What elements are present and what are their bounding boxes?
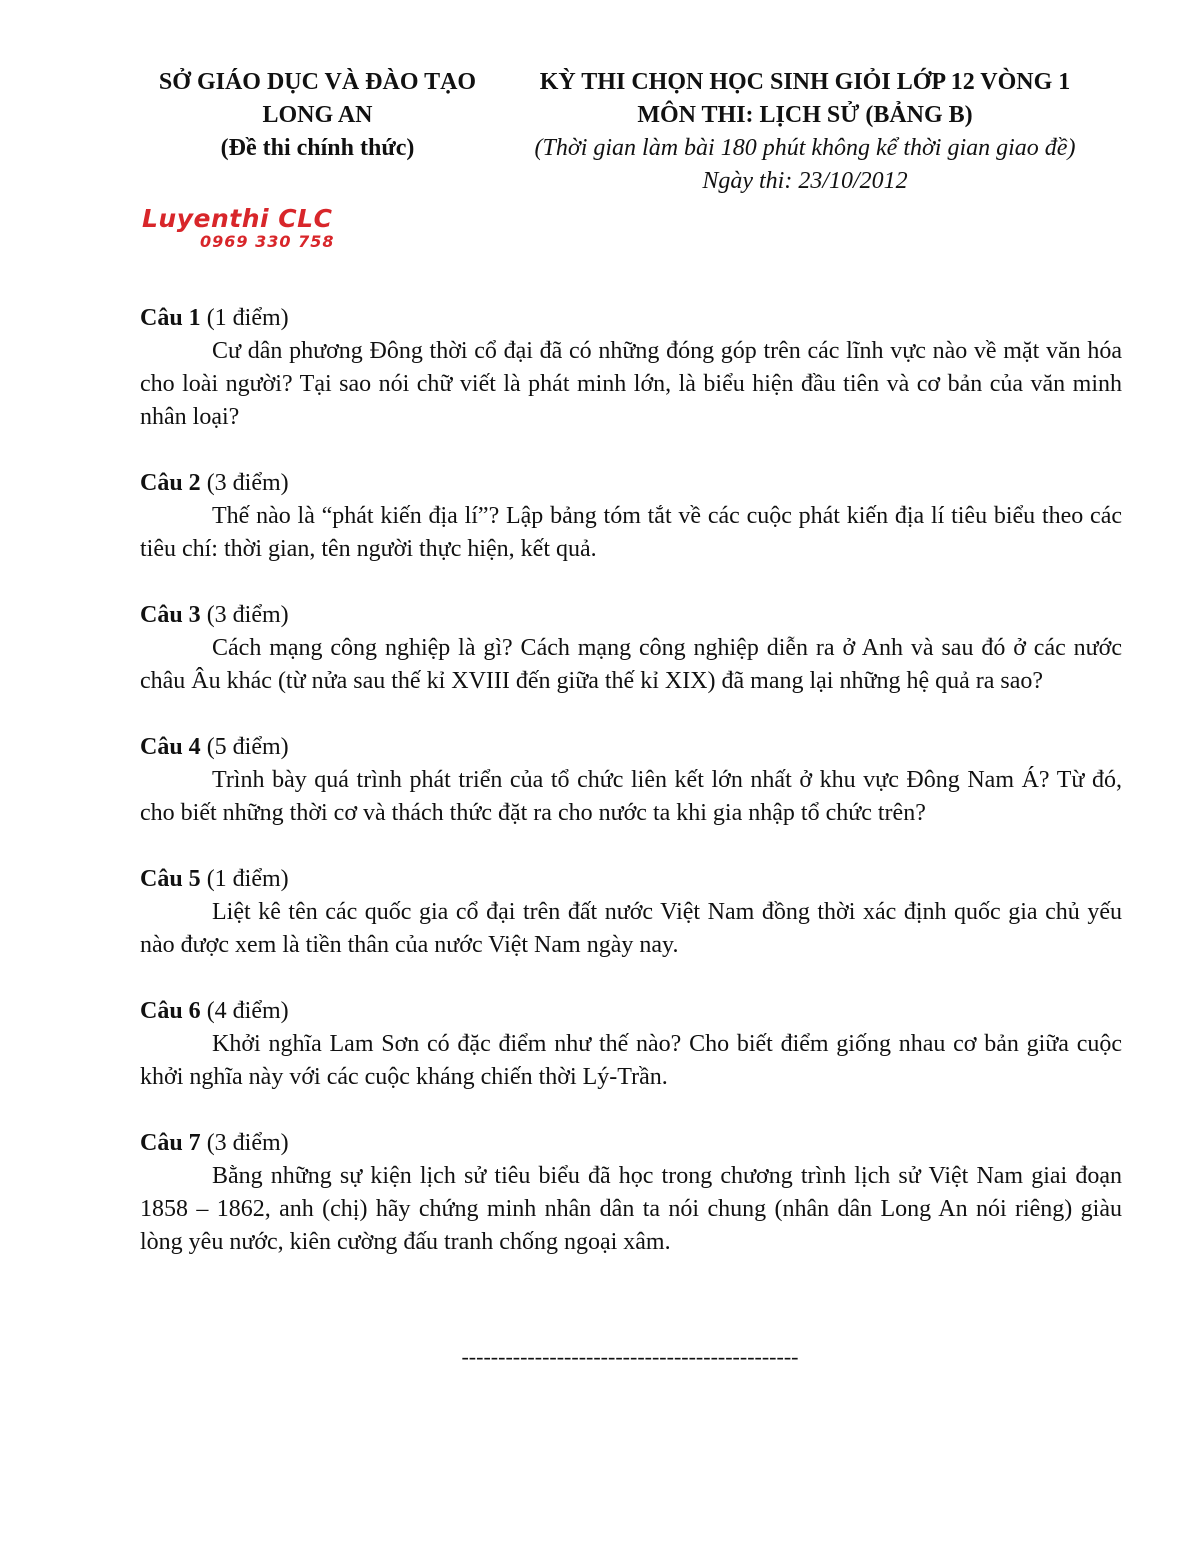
question-label: Câu 1 (140, 305, 201, 331)
question-list (140, 302, 1122, 1292)
watermark-logo (140, 204, 370, 256)
question-5 (140, 863, 1122, 962)
question-points: (3 điểm) (206, 1130, 289, 1156)
question-text: Cư dân phương Đông thời cổ đại đã có những đóng góp trên các lĩnh vực nào về mặt văn hóa cho loài người? Tại sao nói chữ viết là phát minh lớn, là biểu hiện đầu tiên và cơ bản của văn minh nhân loại? (140, 338, 1122, 430)
question-2 (140, 467, 1122, 566)
question-text: Trình bày quá trình phát triển của tổ chức liên kết lớn nhất ở khu vực Đông Nam Á? Từ đó, cho biết những thời cơ và thách thức đặt ra cho nước ta khi gia nhập tổ chức trên? (140, 767, 1122, 826)
question-heading (140, 731, 1122, 764)
question-text: Bằng những sự kiện lịch sử tiêu biểu đã học trong chương trình lịch sử Việt Nam giai đoạn 1858 – 1862, anh (chị) hãy chứng minh nhân dân ta nói chung (nhân dân Long An nói riêng) giàu lòng yêu nước, kiên cường đấu tranh chống ngoại xâm. (140, 1163, 1122, 1255)
question-label: Câu 6 (140, 998, 201, 1024)
question-points: (1 điểm) (206, 866, 289, 892)
question-heading (140, 467, 1122, 500)
question-points: (5 điểm) (206, 734, 289, 760)
question-label: Câu 5 (140, 866, 201, 892)
issuer-province: LONG AN (262, 102, 373, 128)
question-7 (140, 1127, 1122, 1259)
end-divider: ---------------------------------------------- (461, 1344, 799, 1369)
question-heading (140, 995, 1122, 1028)
issuer-block (140, 66, 495, 165)
exam-title: KỲ THI CHỌN HỌC SINH GIỎI LỚP 12 VÒNG 1 (539, 69, 1071, 95)
issuer-department: SỞ GIÁO DỤC VÀ ĐÀO TẠO (158, 69, 477, 95)
question-points: (4 điểm) (206, 998, 289, 1024)
question-text: Khởi nghĩa Lam Sơn có đặc điểm như thế nào? Cho biết điểm giống nhau cơ bản giữa cuộc khởi nghĩa này với các cuộc kháng chiến thời Lý-Trần. (140, 1031, 1122, 1090)
question-heading (140, 302, 1122, 335)
question-label: Câu 7 (140, 1130, 201, 1156)
question-1 (140, 302, 1122, 434)
logo-name: Luyenthi CLC (142, 204, 333, 233)
question-3 (140, 599, 1122, 698)
logo-phone: 0969 330 758 (200, 232, 335, 251)
exam-status: (Đề thi chính thức) (220, 135, 415, 161)
question-heading (140, 1127, 1122, 1160)
exam-date: Ngày thi: 23/10/2012 (702, 168, 908, 194)
question-heading (140, 863, 1122, 896)
question-6 (140, 995, 1122, 1094)
question-label: Câu 3 (140, 602, 201, 628)
question-points: (3 điểm) (206, 602, 289, 628)
question-heading (140, 599, 1122, 632)
question-text: Liệt kê tên các quốc gia cổ đại trên đất nước Việt Nam đồng thời xác định quốc gia chủ yếu nào được xem là tiền thân của nước Việt Nam ngày nay. (140, 899, 1122, 958)
exam-subject: MÔN THI: LỊCH SỬ (BẢNG B) (637, 102, 973, 128)
question-label: Câu 2 (140, 470, 201, 496)
question-text: Cách mạng công nghiệp là gì? Cách mạng công nghiệp diễn ra ở Anh và sau đó ở các nước châu Âu khác (từ nửa sau thế kỉ XVIII đến giữa thế kỉ XIX) đã mang lại những hệ quả ra sao? (140, 635, 1122, 694)
exam-info-block (505, 66, 1105, 198)
question-4 (140, 731, 1122, 830)
question-points: (1 điểm) (206, 305, 289, 331)
question-label: Câu 4 (140, 734, 201, 760)
exam-duration: (Thời gian làm bài 180 phút không kể thời gian giao đề) (534, 135, 1076, 161)
question-text: Thế nào là “phát kiến địa lí”? Lập bảng tóm tắt về các cuộc phát kiến địa lí tiêu biểu theo các tiêu chí: thời gian, tên người thực hiện, kết quả. (140, 503, 1122, 562)
question-points: (3 điểm) (206, 470, 289, 496)
